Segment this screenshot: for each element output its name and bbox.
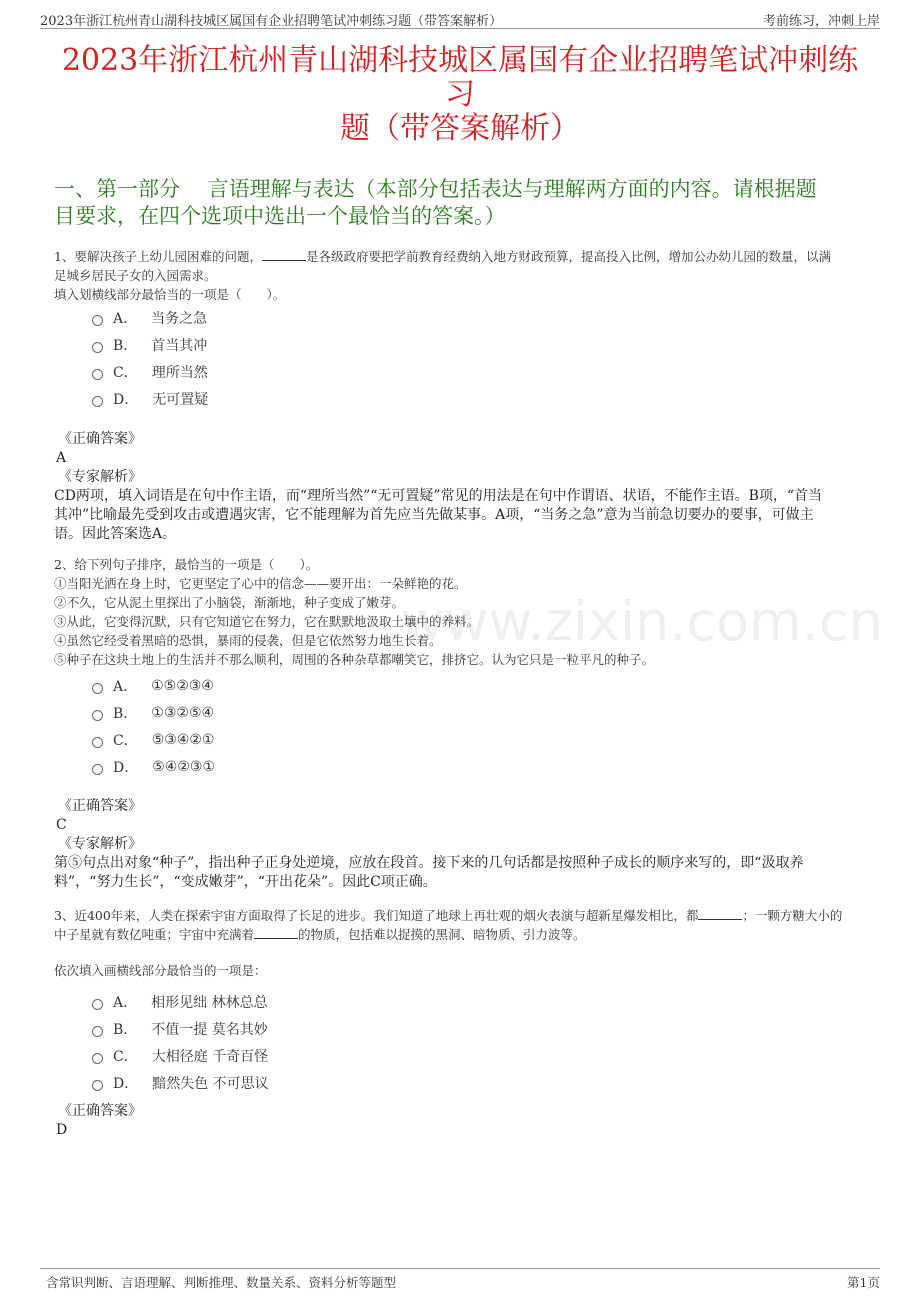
question-1-prompt: 填入划横线部分最恰当的一项是（ ）。 [54, 287, 286, 302]
radio-icon[interactable] [92, 1080, 103, 1091]
q1-option-b[interactable]: B． 首当其冲 [92, 331, 208, 358]
answer-label: 《正确答案》 [58, 1103, 142, 1119]
q2-option-a[interactable]: A． ①⑤②③④ [92, 672, 215, 699]
analysis-label: 《专家解析》 [58, 836, 142, 852]
fill-blank [698, 907, 742, 920]
analysis-line: 料”，“努力生长”，“变成嫩芽”，“开出花朵”。因此C项正确。 [54, 874, 437, 890]
question-3-options [92, 988, 269, 1096]
q2-option-c[interactable]: C． ⑤③④②① [92, 726, 215, 753]
header-doc-title: 2023年浙江杭州青山湖科技城区属国有企业招聘笔试冲刺练习题（带答案解析） [40, 14, 503, 29]
sentence: ④虽然它经受着黑暗的恐惧，暴雨的侵袭，但是它依然努力地生长着。 [54, 633, 442, 648]
q2-option-b[interactable]: B． ①③②⑤④ [92, 699, 215, 726]
radio-icon[interactable] [92, 396, 103, 407]
radio-icon[interactable] [92, 764, 103, 775]
analysis-line: 语。因此答案选A。 [54, 526, 177, 542]
sentence: ③从此，它变得沉默，只有它知道它在努力，它在默默地汲取土壤中的养料。 [54, 614, 480, 629]
question-1-stem: 1、要解决孩子上幼儿园困难的问题， 是各级政府要把学前教育经费纳入地方财政预算，提高投入比例，增加公办幼儿园的数量，以满 足城乡居民子女的入园需求。 填入划横线部分最恰当的一项是（ ）。 [54, 247, 870, 304]
title-line-1: 2023年浙江杭州青山湖科技城区属国有企业招聘笔试冲刺练习 [61, 43, 859, 112]
q1-option-c[interactable]: C． 理所当然 [92, 358, 208, 385]
page-header [40, 6, 880, 29]
q3-option-b[interactable]: B． 不值一提 莫名其妙 [92, 1015, 269, 1042]
q3-option-d[interactable]: D． 黯然失色 不可思议 [92, 1069, 269, 1096]
q1-option-a[interactable]: A． 当务之急 [92, 304, 208, 331]
section-heading-line-2: 目要求，在四个选项中选出一个最恰当的答案。） [54, 204, 506, 228]
radio-icon[interactable] [92, 1053, 103, 1064]
q2-option-d[interactable]: D． ⑤④②③① [92, 753, 215, 780]
answer-value: A [56, 450, 67, 466]
page-number: 第1页 [847, 1275, 880, 1290]
answer-label: 《正确答案》 [58, 431, 142, 447]
radio-icon[interactable] [92, 1026, 103, 1037]
fill-blank [262, 248, 306, 261]
sentence: ①当阳光洒在身上时，它更坚定了心中的信念——要开出：一朵鲜艳的花。 [54, 576, 467, 591]
radio-icon[interactable] [92, 710, 103, 721]
radio-icon[interactable] [92, 369, 103, 380]
header-slogan: 考前练习，冲刺上岸 [762, 14, 880, 29]
analysis-line: 其冲”比喻最先受到攻击或遭遇灾害，它不能理解为首先应当先做某事。A项，“当务之急”意为当前急切要办的要事，可做主 [54, 507, 814, 523]
title-line-2: 题（带答案解析） [340, 111, 580, 146]
question-3-stem: 3、近400年来，人类在探索宇宙方面取得了长足的进步。我们知道了地球上再壮观的烟火表演与超新星爆发相比，都 ；一颗方糖大小的 中子星就有数亿吨重；宇宙中充满着 的物质，包括难以捉摸的黑洞、暗物质、引力波等。 依次填入画横线部分最恰当的一项是： [54, 906, 870, 980]
analysis-label: 《专家解析》 [58, 469, 142, 485]
fill-blank [254, 926, 298, 939]
answer-label: 《正确答案》 [58, 798, 142, 814]
section-heading-line-1: 一、第一部分 言语理解与表达（本部分包括表达与理解两方面的内容。请根据题 [54, 177, 817, 201]
question-2-answer [54, 797, 870, 892]
question-1-options [92, 304, 208, 412]
section-heading [54, 176, 870, 230]
question-3-answer [54, 1102, 870, 1140]
analysis-line: CD两项，填入词语是在句中作主语，而“理所当然”“无可置疑”常见的用法是在句中作谓语、状语，不能作主语。B项，“首当 [54, 488, 823, 504]
document-title [50, 44, 870, 146]
radio-icon[interactable] [92, 342, 103, 353]
footer-topics: 含常识判断、言语理解、判断推理、数量关系、资料分析等题型 [46, 1275, 397, 1290]
watermark: www.zixin.com.cn [400, 590, 883, 653]
answer-value: D [56, 1122, 68, 1138]
q1-option-d[interactable]: D． 无可置疑 [92, 385, 208, 412]
radio-icon[interactable] [92, 315, 103, 326]
sentence: ②不久，它从泥土里探出了小脑袋，渐渐地，种子变成了嫩芽。 [54, 595, 405, 610]
question-1-answer [54, 430, 870, 544]
radio-icon[interactable] [92, 999, 103, 1010]
question-2-options [92, 672, 215, 780]
q3-option-a[interactable]: A． 相形见绌 林林总总 [92, 988, 269, 1015]
page-footer [40, 1268, 880, 1289]
analysis-line: 第⑤句点出对象“种子”，指出种子正身处逆境，应放在段首。接下来的几句话都是按照种子成长的顺序来写的，即“汲取养 [54, 855, 804, 871]
answer-value: C [56, 817, 67, 833]
question-3-prompt: 依次填入画横线部分最恰当的一项是： [54, 963, 267, 978]
q3-option-c[interactable]: C． 大相径庭 千奇百怪 [92, 1042, 269, 1069]
radio-icon[interactable] [92, 737, 103, 748]
question-2-stem: 2、给下列句子排序，最恰当的一项是（ ）。 ①当阳光洒在身上时，它更坚定了心中的信念——要开出：一朵鲜艳的花。 ②不久，它从泥土里探出了小脑袋，渐渐地，种子变成了嫩芽。 ③从此，它变得沉默，只有它知道它在努力，它在默默地汲取土壤中的养料。 ④虽然它经受着黑暗的恐惧，暴雨的侵袭，但是它依然努力地生长着。 ⑤种子在这块土地上的生活并不那么顺利，周围的各种杂草都嘲笑它，排挤它。认为它只是一粒平凡的种子。 [54, 555, 870, 669]
radio-icon[interactable] [92, 683, 103, 694]
sentence: ⑤种子在这块土地上的生活并不那么顺利，周围的各种杂草都嘲笑它，排挤它。认为它只是一粒平凡的种子。 [54, 652, 655, 667]
